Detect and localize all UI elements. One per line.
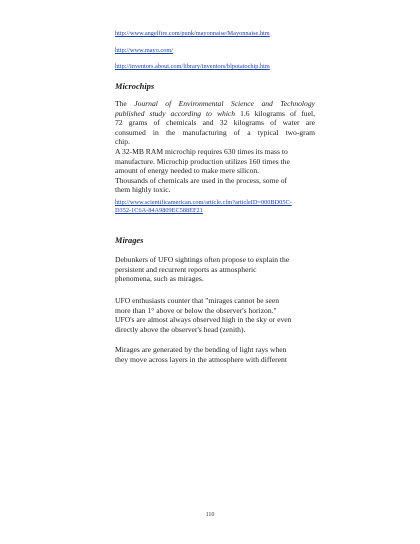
scientific-american-link[interactable] xyxy=(115,199,315,215)
mirages-paragraph-2 xyxy=(115,296,315,334)
microchips-p1-line-3: 72 grams of chemicals and 32 kilograms of water are xyxy=(115,118,315,128)
microchips-p2-line: A 32-MB RAM microchip requires 630 times its mass to xyxy=(115,147,288,156)
link-line[interactable]: http://www.scientificamerican.com/article.cfm?articleID=000BD05C- xyxy=(115,199,292,206)
mirages-paragraph-3 xyxy=(115,345,315,364)
page-number: 110 xyxy=(205,512,215,518)
mirages-p2-line: directly above the observer's head (zenith). xyxy=(115,324,246,334)
link-potato-chip[interactable]: http://inventors.about.com/library/inventors/blpotatochip.htm xyxy=(115,63,270,70)
mirages-p2-line: more than 1° above or below the observer's horizon." xyxy=(115,305,277,315)
mirages-p1-line: persistent and recurrent reports as atmospheric xyxy=(115,264,257,274)
microchips-p2-line: them highly toxic. xyxy=(115,185,171,195)
microchips-paragraph-2 xyxy=(115,147,315,195)
published-phrase: published study according to which xyxy=(115,108,236,118)
link-line[interactable]: D352-1C6A-84A9809EC588EF21 xyxy=(115,207,203,215)
microchips-p2-line: manufacture. Microchip production utilizes 160 times the xyxy=(115,156,290,166)
journal-name: Journal of Environmental Science and Technology xyxy=(134,99,315,108)
microchips-p1-line-1: The Journal of Environmental Science and Technology xyxy=(115,99,315,108)
microchips-p2-line: amount of energy needed to make mere silicon. xyxy=(115,166,260,176)
link-mayo[interactable]: http://www.mayo.com/ xyxy=(115,47,174,54)
section-heading-mirages: Mirages xyxy=(115,236,144,245)
mirages-p3-line: Mirages are generated by the bending of light rays when xyxy=(115,345,287,354)
microchips-p2-line: Thousands of chemicals are used in the process, some of xyxy=(115,175,288,185)
microchips-p1-line-5: chip. xyxy=(115,137,130,147)
mirages-paragraph-1 xyxy=(115,255,315,284)
section-heading-microchips: Microchips xyxy=(115,82,155,91)
link-mayonnaise[interactable]: http://www.angelfire.com/punk/mayonnaise/Mayonnaise.htm xyxy=(115,30,270,37)
mirages-p2-line: UFO enthusiasts counter that "mirages cannot be seen xyxy=(115,296,280,305)
microchips-p1-line-2: published study according to which 1.6 kilograms of fuel, xyxy=(115,108,315,118)
mirages-p2-line: UFO's are almost always observed high in the sky or even xyxy=(115,315,292,325)
microchips-paragraph-1 xyxy=(115,99,315,147)
mirages-p3-line: they move across layers in the atmosphere with different xyxy=(115,354,287,364)
mirages-p1-line: phenomena, such as mirages. xyxy=(115,274,204,284)
mirages-p1-line: Debunkers of UFO sightings often propose to explain the xyxy=(115,255,290,264)
microchips-p1-line-4: consumed in the manufacturing of a typical two-gram xyxy=(115,127,315,137)
